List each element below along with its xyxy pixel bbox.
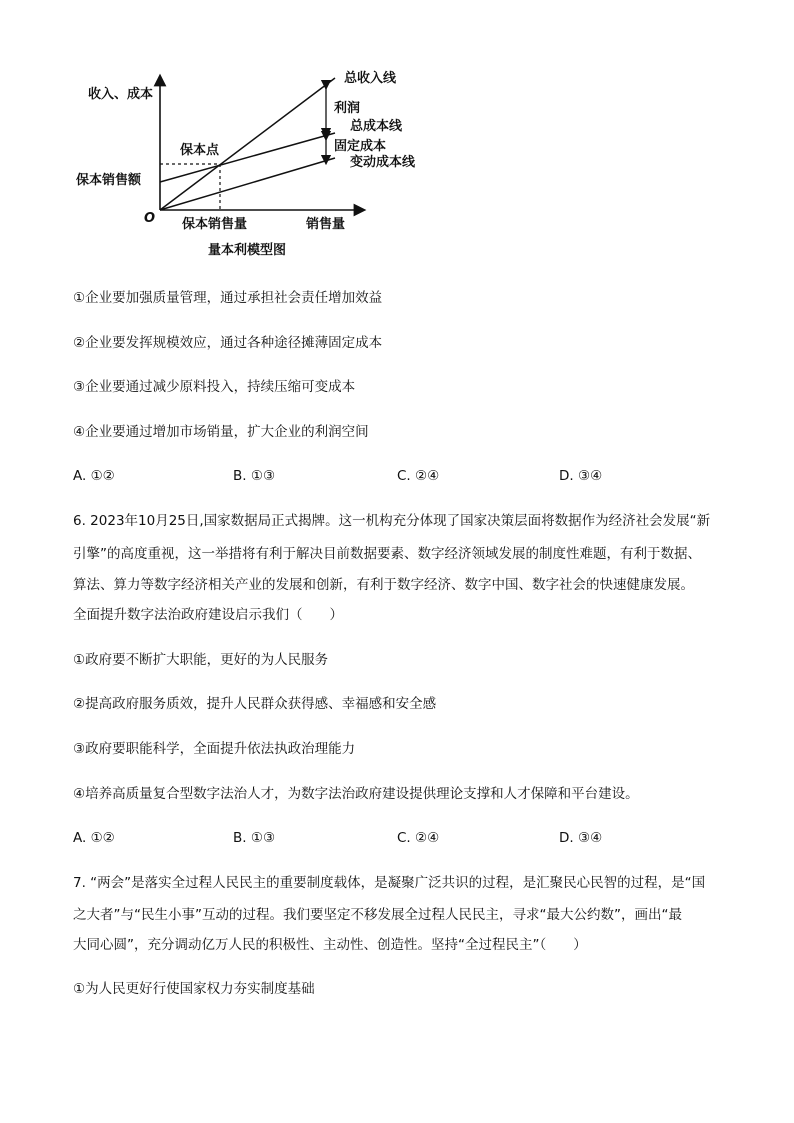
- figure-caption: 量本利模型图: [208, 243, 287, 258]
- q5-option-1: ①企业要加强质量管理，通过承担社会责任增加效益: [73, 290, 383, 306]
- x-axis-label: 销售量: [306, 217, 346, 232]
- q5-option-4: ④企业要通过增加市场销量，扩大企业的利润空间: [73, 424, 369, 440]
- total-revenue-line-label: 总收入线: [344, 71, 397, 86]
- q6-option-4: ④培养高质量复合型数字法治人才，为数字法治政府建设提供理论支撑和人才保障和平台建设。: [73, 786, 639, 802]
- q5-choice-d: D. ③④: [559, 468, 603, 484]
- q5-choice-a: A. ①②: [73, 468, 115, 484]
- variable-cost-line-label: 变动成本线: [350, 155, 416, 170]
- y-axis-label: 收入、成本: [88, 87, 154, 102]
- q7-stem-line-3: 大同心圆”，充分调动亿万人民的积极性、主动性、创造性。坚持“全过程民主”（ ）: [73, 937, 587, 953]
- breakeven-volume-label: 保本销售量: [182, 217, 248, 232]
- cvp-diagram: [60, 60, 460, 270]
- q6-option-2: ②提高政府服务质效，提升人民群众获得感、幸福感和安全感: [73, 696, 437, 712]
- profit-label: 利润: [334, 101, 361, 116]
- breakeven-point-label: 保本点: [180, 143, 220, 158]
- q6-stem-line-2: 引擎”的高度重视，这一举措将有利于解决目前数据要素、数字经济领域发展的制度性难题，有利于数据、: [73, 546, 701, 562]
- q5-option-3: ③企业要通过减少原料投入，持续压缩可变成本: [73, 379, 356, 395]
- total-cost-line-label: 总成本线: [350, 119, 403, 134]
- q6-choice-d: D. ③④: [559, 830, 603, 846]
- q6-choice-a: A. ①②: [73, 830, 115, 846]
- q5-option-2: ②企业要发挥规模效应，通过各种途径摊薄固定成本: [73, 335, 383, 351]
- q6-choice-b: B. ①③: [233, 830, 276, 846]
- q6-stem-line-4: 全面提升数字法治政府建设启示我们（ ）: [73, 607, 343, 623]
- breakeven-sales-amount-label: 保本销售额: [76, 173, 142, 188]
- origin-label: O: [144, 211, 156, 226]
- q7-option-1: ①为人民更好行使国家权力夯实制度基础: [73, 981, 315, 997]
- q6-stem-line-3: 算法、算力等数字经济相关产业的发展和创新，有利于数字经济、数字中国、数字社会的快速健康发展。: [73, 577, 694, 593]
- q7-stem-line-1: 7. “两会”是落实全过程人民民主的重要制度载体，是凝聚广泛共识的过程，是汇聚民心民智的过程，是“国: [73, 875, 706, 891]
- variable-cost-line: [160, 158, 335, 210]
- q5-choice-c: C. ②④: [397, 468, 440, 484]
- q6-option-3: ③政府要职能科学，全面提升依法执政治理能力: [73, 741, 356, 757]
- q6-choice-c: C. ②④: [397, 830, 440, 846]
- q6-option-1: ①政府要不断扩大职能，更好的为人民服务: [73, 652, 329, 668]
- fixed-cost-label: 固定成本: [334, 139, 387, 154]
- cost-volume-profit-figure: [60, 60, 460, 270]
- q5-choice-b: B. ①③: [233, 468, 276, 484]
- q7-stem-line-2: 之大者”与“民生小事”互动的过程。我们要坚定不移发展全过程人民民主，寻求“最大公约数”，画出“最: [73, 907, 682, 923]
- q6-stem-line-1: 6. 2023年10月25日,国家数据局正式揭牌。这一机构充分体现了国家决策层面将数据作为经济社会发展“新: [73, 513, 711, 529]
